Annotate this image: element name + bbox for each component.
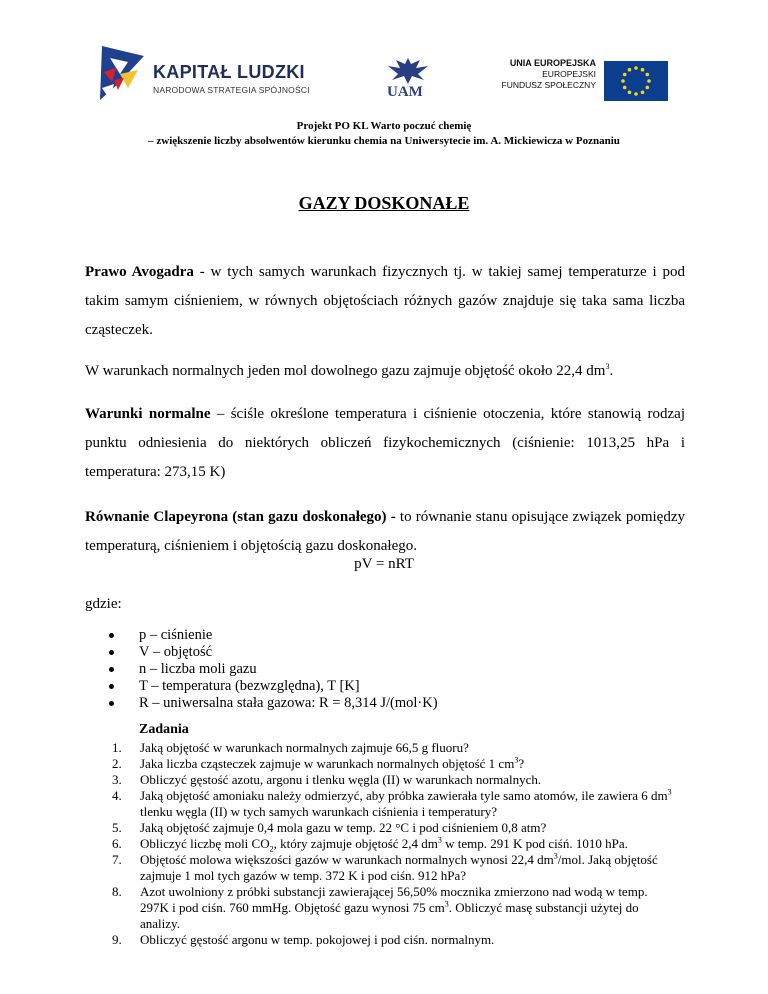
kapital-ludzki-emblem-icon: [98, 44, 148, 104]
kl-title: KAPITAŁ LUDZKI: [153, 62, 305, 82]
task-text-end: w temp. 291 K pod ciśń. 1010 hPa.: [441, 836, 628, 851]
normal-conditions-text: – ściśle określone temperatura i ciśnienie otoczenia, które stanowią rodzaj punktu odniesienia do niektórych obliczeń fizykochemicznych (ciśnienie: 1013,25 hPa i temperatura: 273,15 K): [85, 406, 685, 480]
task-text-end: ?: [518, 756, 525, 771]
variable-list: [109, 627, 438, 712]
list-item: [109, 678, 438, 695]
task-exponent: 3: [444, 899, 449, 909]
task-number: 9.: [112, 932, 122, 947]
task-item: [112, 836, 672, 852]
task-text: Jaka liczba cząsteczek zajmuje w warunkach normalnych objętość 1 cm: [140, 756, 515, 771]
task-number: 2.: [112, 756, 122, 771]
uam-wordmark: UAM: [387, 84, 423, 100]
list-item-text: T – temperatura (bezwzględna), T [K]: [139, 678, 360, 694]
task-number: 7.: [112, 852, 122, 867]
list-item: [109, 695, 438, 712]
task-text-mid: , który zajmuje objętość 2,4 dm: [273, 836, 438, 851]
task-list: [112, 740, 672, 948]
eu-flag-icon: [604, 61, 668, 101]
list-item-text: n – liczba moli gazu: [139, 661, 257, 677]
task-text: Azot uwolniony z próbki substancji zawierającej 56,50% mocznika zmierzono nad wodą w temp. 297K i pod ciśn. 760 mmHg. Objętość gazu wynosi 75 cm: [140, 884, 648, 915]
task-exponent: 3: [553, 851, 558, 861]
avogadro-paragraph: [85, 258, 685, 345]
task-text: Obliczyć liczbę moli CO: [140, 836, 270, 851]
molar-volume-end: .: [609, 363, 614, 379]
task-item: [112, 788, 672, 820]
tasks-heading: Zadania: [139, 722, 189, 737]
task-subscript: 2: [269, 844, 274, 854]
kapital-ludzki-logo: [98, 44, 328, 104]
task-item: [112, 932, 672, 948]
ideal-gas-formula: pV = nRT: [354, 556, 414, 572]
clapeyron-text: to równanie stanu opisujące związek pomiędzy temperaturą, ciśnieniem i objętością gazu doskonałego.: [85, 509, 685, 554]
task-number: 4.: [112, 788, 122, 803]
uam-logo: [384, 56, 432, 106]
avogadro-term: Prawo Avogadra: [85, 264, 194, 280]
bullet-icon: [109, 633, 114, 638]
project-subtitle: – zwiększenie liczby absolwentów kierunku chemia na Uniwersytecie im. A. Mickiewicza w Poznaniu: [148, 135, 620, 147]
header-logos: [0, 0, 768, 110]
task-number: 1.: [112, 740, 122, 755]
task-text-end: . Obliczyć masę substancji użytej do analizy.: [140, 900, 639, 931]
task-text-end: /mol. Jaką objętość zajmuje 1 mol tych gazów w temp. 372 K i pod ciśn. 912 hPa?: [140, 852, 658, 883]
task-item: [112, 852, 672, 884]
clapeyron-paragraph: [85, 503, 685, 561]
eagle-emblem-icon: [384, 56, 432, 86]
task-number: 6.: [112, 836, 122, 851]
task-text: Objętość molowa większości gazów w warunkach normalnych wynosi 22,4 dm: [140, 852, 554, 867]
task-item: [112, 884, 672, 932]
list-item: [109, 644, 438, 661]
avogadro-text: - w tych samych warunkach fizycznych tj. w takiej samej temperaturze i pod takim samym ciśnieniem, w równych objętościach różnych gazów znajduje się taka sama liczba cząsteczek.: [85, 264, 685, 338]
project-name: Projekt PO KL Warto poczuć chemię: [296, 120, 472, 132]
task-text: Jaką objętość amoniaku należy odmierzyć, aby próbka zawierała tyle samo atomów, ile zawiera 6 dm: [140, 788, 668, 803]
task-exponent: 3: [437, 835, 442, 845]
normal-conditions-paragraph: [85, 400, 685, 487]
list-item-text: R – uniwersalna stała gazowa: R = 8,314 J/(mol·K): [139, 695, 438, 711]
task-text: Jaką objętość w warunkach normalnych zajmuje 66,5 g fluoru?: [140, 740, 469, 755]
bullet-icon: [109, 650, 114, 655]
list-item: [109, 627, 438, 644]
bullet-icon: [109, 667, 114, 672]
task-number: 8.: [112, 884, 122, 899]
task-text: Obliczyć gęstość argonu w temp. pokojowej i pod ciśn. normalnym.: [140, 932, 495, 947]
task-number: 3.: [112, 772, 122, 787]
normal-conditions-term: Warunki normalne: [85, 406, 211, 422]
where-label: gdzie:: [85, 596, 122, 612]
molar-volume-exponent: 3: [605, 362, 610, 371]
list-item-text: p – ciśnienie: [139, 627, 213, 643]
eu-text: [502, 58, 596, 91]
task-number: 5.: [112, 820, 122, 835]
eu-efs-logo: [486, 58, 676, 108]
task-exponent: 3: [667, 787, 672, 797]
task-item: [112, 740, 672, 756]
task-text-end: tlenku węgla (II) w tych samych warunkach ciśnienia i temperatury?: [140, 804, 497, 819]
page-title: GAZY DOSKONAŁE: [298, 193, 470, 213]
task-text: Jaką objętość zajmuje 0,4 mola gazu w temp. 22 °C i pod ciśnieniem 0,8 atm?: [140, 820, 547, 835]
molar-volume-paragraph: [85, 361, 685, 381]
clapeyron-term: Równanie Clapeyrona (stan gazu doskonałego) -: [85, 509, 396, 525]
task-exponent: 3: [514, 755, 519, 765]
task-item: [112, 820, 672, 836]
task-item: [112, 756, 672, 772]
molar-volume-text: W warunkach normalnych jeden mol dowolnego gazu zajmuje objętość około 22,4 dm: [85, 363, 606, 379]
bullet-icon: [109, 684, 114, 689]
eu-line-2: EUROPEJSKI: [542, 69, 596, 79]
eu-line-3: FUNDUSZ SPOŁECZNY: [501, 80, 596, 90]
task-text: Obliczyć gęstość azotu, argonu i tlenku węgla (II) w warunkach normalnych.: [140, 772, 542, 787]
bullet-icon: [109, 701, 114, 706]
list-item: [109, 661, 438, 678]
eu-line-1: UNIA EUROPEJSKA: [509, 58, 596, 68]
list-item-text: V – objętość: [139, 644, 213, 660]
kl-subtitle: NARODOWA STRATEGIA SPÓJNOŚCI: [153, 85, 310, 95]
task-item: [112, 772, 672, 788]
